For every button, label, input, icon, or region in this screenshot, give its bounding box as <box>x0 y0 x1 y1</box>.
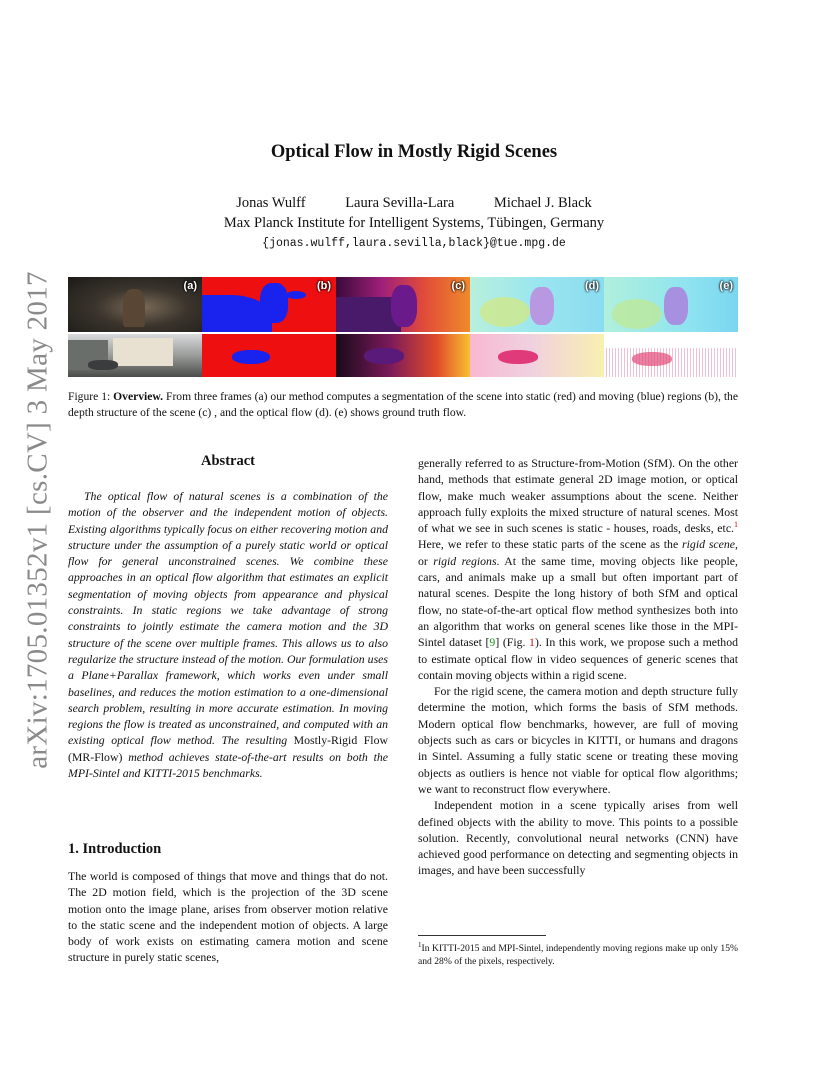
paragraph: generally referred to as Structure-from-Motion (SfM). On the other hand, methods that estimate general 2D image motion, or optical flow, make much weaker assumptions about the scene. Neither approach fully exploits the mixed structure of natural scenes. Most of what we see in such scenes is static - houses, roads, desks, etc.$^1$ Here, we refer to these static parts of the scene as the rigid scene, or rigid regions. At the same time, moving objects like people, cars, and animals make up a small but often important part of natural scenes. Despite the long history of both SfM and optical flow, no state-of-the-art optical flow method synthesizes both into an algorithm that works on general scenes like those in the MPI-Sintel dataset [9] (Fig. 1). In this work, we propose such a method to estimate optical flow in video sequences of generic scenes that contain moving objects within a rigid scene. <box>418 456 738 682</box>
citation-link[interactable]: 9 <box>489 635 496 650</box>
author-list <box>0 195 828 212</box>
footnote-rule <box>418 935 546 936</box>
panel-label-d: (d) <box>584 280 599 292</box>
method-name: Mostly-Rigid Flow (MR-Flow) <box>68 733 388 764</box>
section-heading-introduction: 1. Introduction <box>68 841 162 857</box>
figure-panel-ground-truth-sintel <box>604 277 738 332</box>
author-name: Jonas Wulff <box>236 195 306 211</box>
figure-panel-input-frame-kitti <box>68 334 202 377</box>
panel-label-b: (b) <box>316 280 331 292</box>
footnote <box>418 939 738 968</box>
figure-panel-flow-kitti <box>470 334 604 377</box>
figure-panel-segmentation-sintel <box>202 277 336 332</box>
introduction-paragraph: The world is composed of things that move and things that do not. The 2D motion field, which is the projection of the 3D scene motion onto the image plane, arises from observer motion relative to the static scene and the independent motion of objects. A large body of work exists on estimating camera motion and scene structure in purely static scenes, <box>68 869 388 965</box>
panel-label-e: (e) <box>719 280 733 292</box>
affiliation: Max Planck Institute for Intelligent Systems, Tübingen, Germany <box>223 215 605 231</box>
author-emails: {jonas.wulff,laura.sevilla,black}@tue.mpg.de <box>262 237 566 250</box>
right-column-body <box>418 455 738 879</box>
footnote-mark: 1 <box>418 941 422 949</box>
figure-panel-segmentation-kitti <box>202 334 336 377</box>
caption-text: From three frames (a) our method computes a segmentation of the scene into static (red) and moving (blue) regions (b), the depth structure of the scene (c) , and the optical flow (d). (e) shows ground truth flow. <box>68 390 738 419</box>
abstract-heading: Abstract <box>201 453 255 469</box>
abstract-body <box>68 488 388 781</box>
caption-label: Figure 1: <box>68 390 111 403</box>
abstract-text-end: method achieves state-of-the-art results on both the MPI-Sintel and KITTI-2015 benchmarks. <box>68 749 388 781</box>
figure-panel-flow-sintel <box>470 277 604 332</box>
paragraph: For the rigid scene, the camera motion and depth structure fully determine the motion, which forms the basis of SfM methods. Modern optical flow benchmarks, however, are full of moving objects such as cars or bicycles in KITTI, or humans and dragons in Sintel. Assuming a fully static scene or treating these moving objects as outliers is hence not viable for optical flow algorithms; we want to reconstruct flow everywhere. <box>418 684 738 796</box>
panel-label-c: (c) <box>451 280 465 292</box>
footnote-link[interactable]: 1 <box>734 520 738 530</box>
term-rigid-scene: rigid scene <box>682 537 736 552</box>
figure-caption <box>68 389 738 421</box>
figure-panel-ground-truth-kitti <box>604 334 738 377</box>
author-name: Michael J. Black <box>493 195 592 211</box>
figure-1 <box>68 277 738 377</box>
paper-title: Optical Flow in Mostly Rigid Scenes <box>270 142 558 162</box>
figure-panel-depth-sintel <box>336 277 470 332</box>
footnote-text: In KITTI-2015 and MPI-Sintel, independently moving regions make up only 15% and 28% of the pixels, respectively. <box>418 943 738 968</box>
arxiv-identifier: arXiv:1705.01352v1 [cs.CV] 3 May 2017 <box>21 271 54 769</box>
paragraph: Independent motion in a scene typically arises from well defined objects with the ability to move. This points to a possible solution. Recently, convolutional neural networks (CNN) have achieved good performance on detecting and segmenting objects in images, and have been successfully <box>418 798 738 878</box>
panel-label-a: (a) <box>183 280 197 292</box>
author-name: Laura Sevilla-Lara <box>345 195 455 211</box>
term-rigid-regions: rigid regions <box>433 553 497 568</box>
figure-panel-depth-kitti <box>336 334 470 377</box>
figure-panel-input-frame-sintel <box>68 277 202 332</box>
abstract-text: The optical flow of natural scenes is a combination of the motion of the observer and the independent motion of objects. Existing algorithms typically focus on either recovering motion and structure under the assumption of a purely static world or optical flow for general unconstrained scenes. We combine these approaches in an optical flow algorithm that estimates an explicit segmentation of moving objects from appearance and physical constraints. In static regions we take advantage of strong constraints to jointly estimate the camera motion and the 3D structure of the scene over multiple frames. This allows us to also regularize the structure instead of the motion. Our formulation uses a Plane+Parallax framework, which works even under small baselines, and reduces the motion estimation to a one-dimensional search problem, resulting in more accurate estimation. In moving regions the flow is treated as unconstrained, and computed with an existing optical flow method. The resulting <box>68 489 388 748</box>
caption-bold: Overview. <box>113 390 164 403</box>
figure-link[interactable]: 1 <box>529 635 535 650</box>
